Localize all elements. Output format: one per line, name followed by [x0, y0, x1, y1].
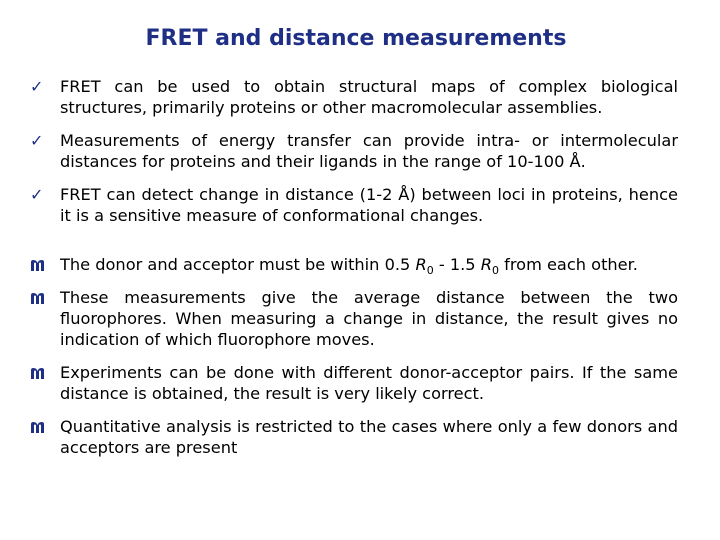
list-item [30, 416, 678, 458]
page-title: FRET and distance measurements [145, 26, 567, 51]
checkmark-icon: ✓ [30, 185, 44, 204]
list-item-text: These measurements give the average distance between the two fluorophores. When measuring a change in distance, the result gives no indication of which fluorophore moves. [60, 288, 678, 349]
list-item [30, 76, 678, 118]
m-bullet-icon [30, 287, 52, 309]
list-item-text: FRET can be used to obtain structural maps of complex biological structures, primarily proteins or other macromolecular assemblies. [60, 77, 678, 117]
list-item [30, 287, 678, 350]
list-item [30, 362, 678, 404]
list-item-text: Measurements of energy transfer can provide intra- or intermolecular distances for proteins and their ligands in the range of 10-100 Å. [60, 131, 678, 171]
m-bullet-icon [30, 362, 52, 384]
list-item [30, 130, 678, 172]
list-item [30, 184, 678, 226]
bullet-list [30, 76, 678, 458]
m-bullet-icon [30, 416, 52, 438]
list-item-text: Experiments can be done with different donor-acceptor pairs. If the same distance is obtained, the result is very likely correct. [60, 363, 678, 403]
checkmark-icon: ✓ [30, 77, 44, 96]
list-item-text: Quantitative analysis is restricted to the cases where only a few donors and acceptors are present [60, 417, 678, 457]
list-item [30, 254, 678, 278]
m-bullet-icon [30, 254, 52, 276]
list-item-text: FRET can detect change in distance (1-2 Å) between loci in proteins, hence it is a sensitive measure of conformational changes. [60, 185, 678, 225]
list-item-text: The donor and acceptor must be within 0.5 $R_0 - 1.5$ $R_0$ from each other. [60, 255, 638, 278]
checkmark-icon: ✓ [30, 131, 44, 150]
